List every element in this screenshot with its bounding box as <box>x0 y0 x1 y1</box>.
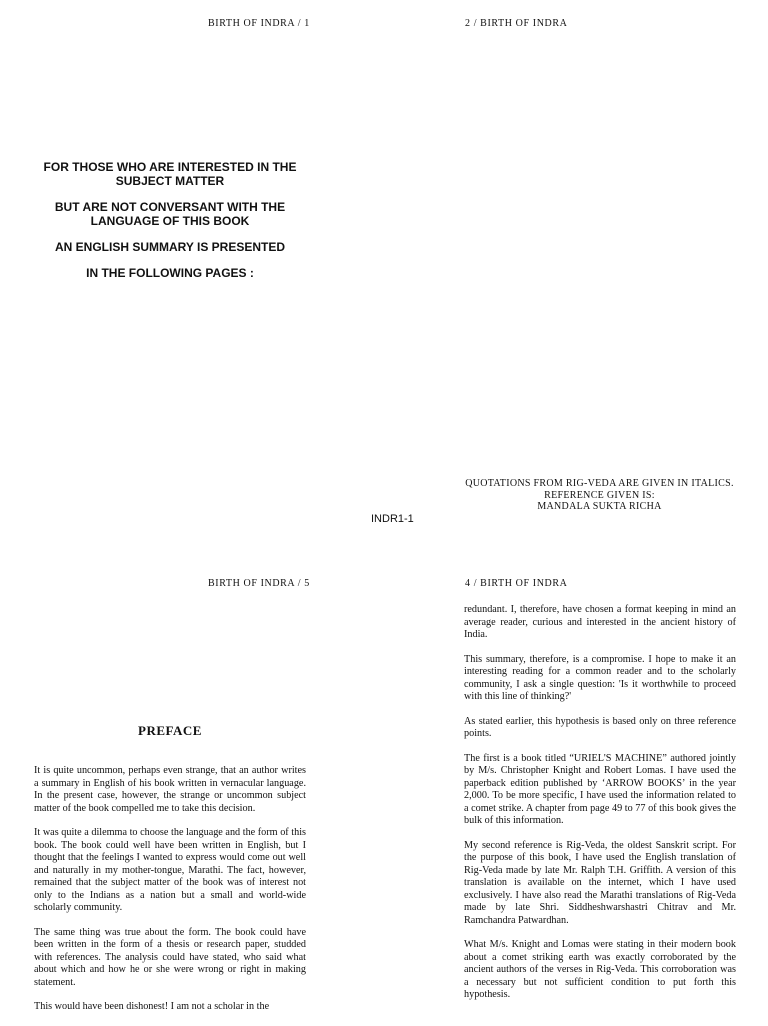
page-header-4: 4 / BIRTH OF INDRA <box>465 578 568 589</box>
page-header-1: BIRTH OF INDRA / 1 <box>208 18 310 29</box>
preface-paragraph: The same thing was true about the form. The book could have been written in the form of a thesis or research paper, studded with references. The analysis could have stated, who said what about which and how he or she were wrong or right in making statement. <box>34 926 306 988</box>
body-paragraph: My second reference is Rig-Veda, the oldest Sanskrit script. For the purpose of this book, I have used the English translation of Rig-Veda made by late Mr. Ralph T.H. Griffith. A version of this translation is available on the internet, which I have used exclusively. I have also read the Marathi translations of Rig-Veda made by late Shri. Siddheshwarshastri Chitrav and Mr. Ramchandra Patwardhan. <box>464 839 736 926</box>
intro-line: AN ENGLISH SUMMARY IS PRESENTED <box>54 240 286 254</box>
body-paragraph: What M/s. Knight and Lomas were stating in their modern book about a comet striking earth was exactly corroborated by the ancient authors of the verses in Rig-Veda. This corroboration was a necessary but not sufficient condition to put forth this hypothesis. <box>464 939 736 1000</box>
quotations-note-line: QUOTATIONS FROM RIG-VEDA ARE GIVEN IN ITALICS. <box>465 478 734 489</box>
intro-line: IN THE FOLLOWING PAGES : <box>86 266 254 280</box>
intro-line: BUT ARE NOT CONVERSANT WITH THE LANGUAGE OF THIS BOOK <box>54 200 286 228</box>
page-header-2: 2 / BIRTH OF INDRA <box>465 18 568 29</box>
preface-body <box>34 765 306 1026</box>
quotations-note-line: MANDALA SUKTA RICHA <box>537 501 662 512</box>
intro-line: FOR THOSE WHO ARE INTERESTED IN THE SUBJECT MATTER <box>43 160 297 188</box>
preface-paragraph: It is quite uncommon, perhaps even strange, that an author writes a summary in English of his book written in vernacular language. In the present case, however, the strange or uncommon subject matter of the book compelled me to take this decision. <box>34 765 306 814</box>
page4-body <box>464 604 736 1014</box>
page-header-5: BIRTH OF INDRA / 5 <box>208 578 310 589</box>
body-paragraph: As stated earlier, this hypothesis is based only on three reference points. <box>464 715 736 739</box>
body-paragraph: The first is a book titled “URIEL'S MACHINE” authored jointly by M/s. Christopher Knight and Robert Lomas. I have used the paperback edition published by ‘ARROW BOOKS’ in the year 2,000. To be more specific, I have used the information related to a comet strike. A chapter from page 49 to 77 of this book gives the bulk of this information. <box>464 752 736 826</box>
body-paragraph: This summary, therefore, is a compromise. I hope to make it an interesting reading for a common reader and to the scholarly community, I ask a single question: 'Is it worthwhile to proceed with this line of thinking?' <box>464 653 736 702</box>
quotations-note <box>462 478 737 513</box>
body-paragraph: redundant. I, therefore, have chosen a format keeping in mind an average reader, curious and interested in the ancient history of India. <box>464 604 736 640</box>
document-code: INDR1-1 <box>371 513 414 525</box>
preface-paragraph: It was quite a dilemma to choose the language and the form of this book. The book could well have been written in English, but I thought that the feelings I wanted to express would come out well and naturally in my mother-tongue, Marathi. The fact, however, remained that the subject matter of the book was of interest not only to the Indians as a nation but a small and world-wide scholarly community. <box>34 827 306 913</box>
preface-title: PREFACE <box>138 723 202 738</box>
preface-paragraph: This would have been dishonest! I am not a scholar in the <box>34 1001 270 1012</box>
intro-block <box>30 160 310 292</box>
quotations-note-line: REFERENCE GIVEN IS: <box>544 489 655 501</box>
